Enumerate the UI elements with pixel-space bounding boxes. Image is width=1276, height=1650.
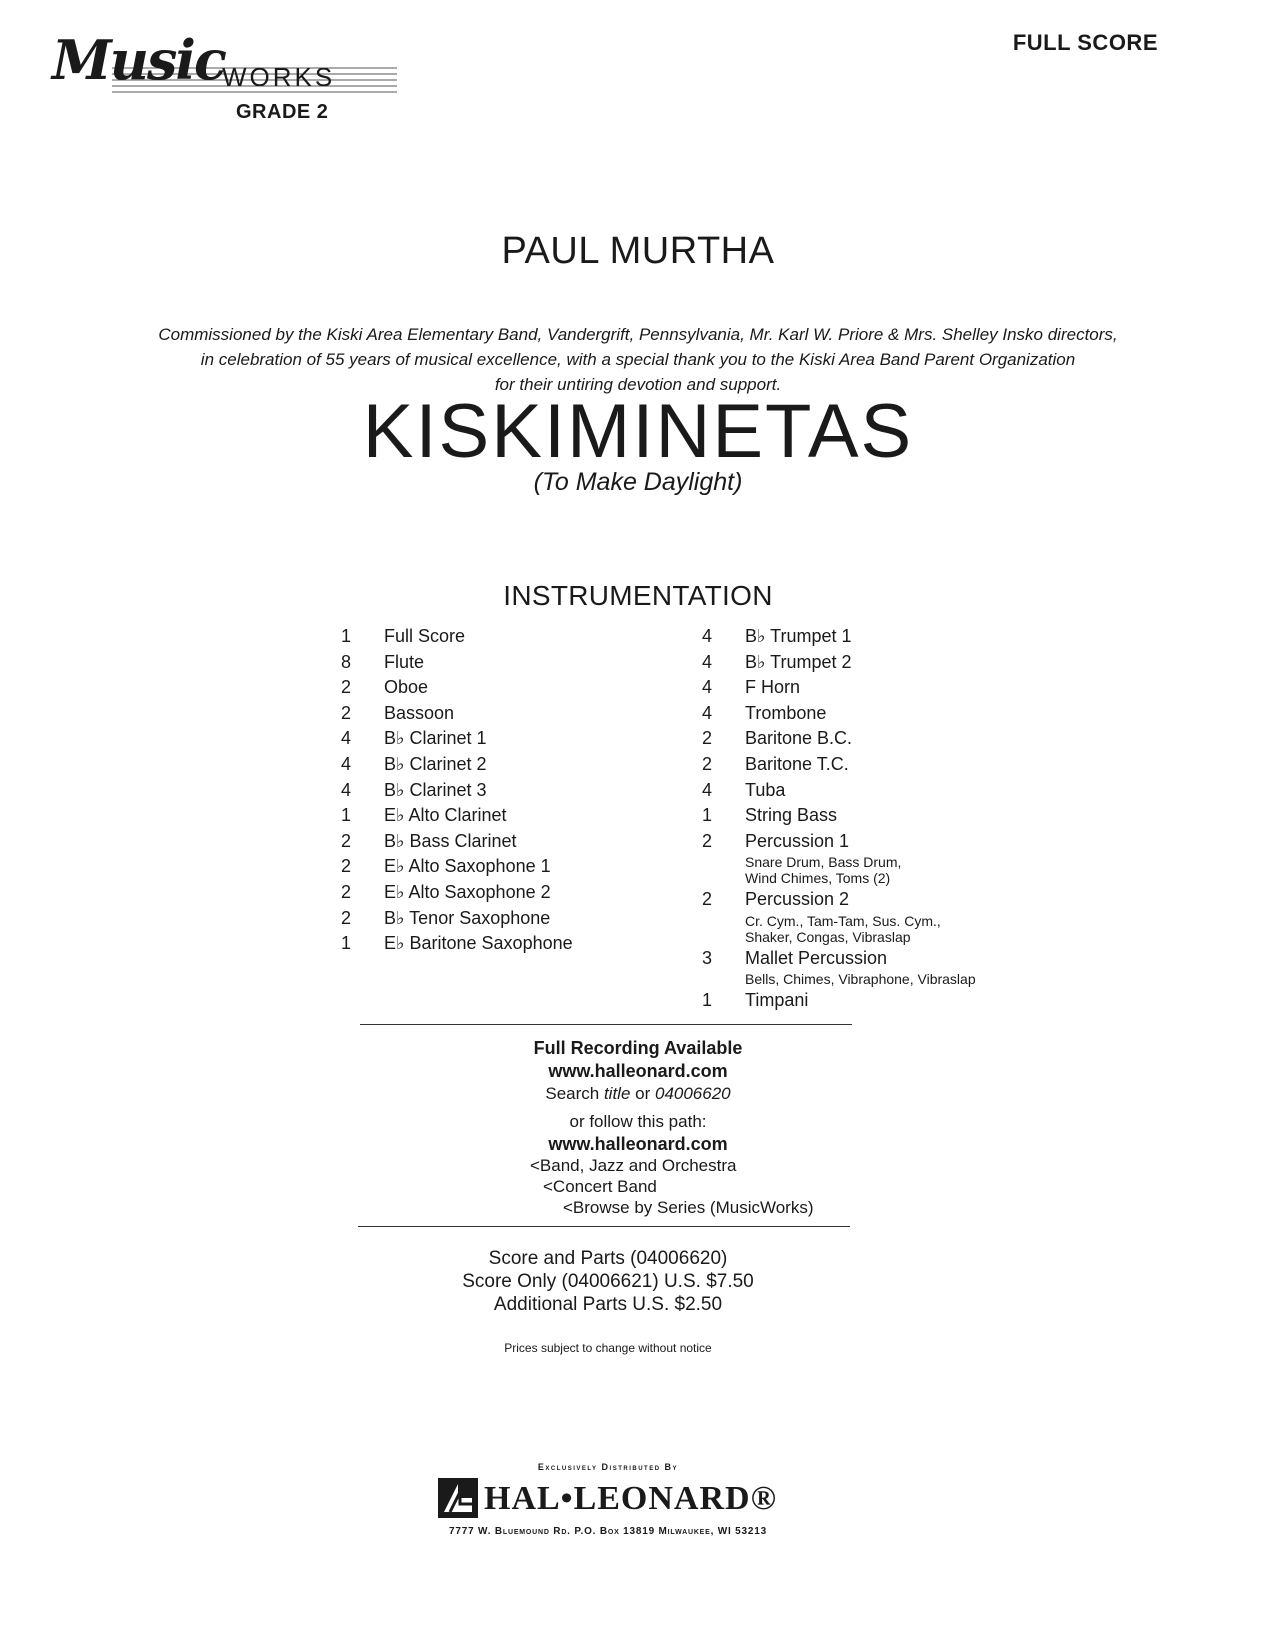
item-detail: Shaker, Congas, Vibraslap: [745, 928, 911, 945]
item-quantity: 2: [701, 889, 712, 910]
list-item: [697, 803, 1027, 829]
item-name: Full Score: [384, 626, 466, 646]
list-item: [336, 675, 666, 701]
item-quantity: 1: [701, 989, 712, 1010]
path-url-wrap: [0, 1133, 1276, 1156]
item-detail: Bells, Chimes, Vibraphone, Vibraslap: [745, 971, 976, 988]
item-quantity: 4: [340, 779, 351, 800]
item-name: [745, 887, 941, 945]
item-name: Flute: [384, 651, 425, 672]
item-quantity: 2: [340, 830, 351, 851]
logo-music-script: Music: [52, 28, 225, 92]
list-item: [697, 946, 1027, 988]
item-name: B♭ Tenor Saxophone: [384, 907, 551, 928]
list-item: [336, 906, 666, 932]
item-quantity: 4: [701, 702, 712, 723]
path-step-1: <Band, Jazz and Orchestra: [530, 1156, 737, 1175]
item-detail: Wind Chimes, Toms (2): [745, 870, 891, 887]
item-name: Baritone T.C.: [745, 753, 849, 774]
item-name: B♭ Clarinet 2: [384, 753, 487, 774]
item-quantity: 2: [340, 856, 351, 877]
item-quantity: 1: [340, 933, 351, 954]
follow-path-label: or follow this path:: [569, 1112, 707, 1131]
item-detail: Cr. Cym., Tam-Tam, Sus. Cym.,: [745, 912, 941, 929]
list-item: [697, 752, 1027, 778]
divider: [360, 1024, 852, 1025]
hal-leonard-mark-icon: [438, 1478, 478, 1518]
item-name: Trombone: [745, 702, 827, 723]
recording-url[interactable]: www.halleonard.com: [548, 1061, 728, 1081]
list-item: [336, 752, 666, 778]
list-item: [336, 778, 666, 804]
item-quantity: 4: [701, 651, 712, 672]
item-name: E♭ Alto Saxophone 2: [384, 881, 551, 902]
list-item: [697, 675, 1027, 701]
list-item: [697, 829, 1027, 888]
grade-label: GRADE 2: [236, 101, 329, 123]
item-name: E♭ Baritone Saxophone: [384, 933, 573, 954]
item-quantity: 4: [340, 753, 351, 774]
list-item: [697, 887, 1027, 946]
item-quantity: 1: [340, 626, 351, 646]
item-quantity: 4: [701, 779, 712, 800]
item-name: Oboe: [384, 677, 429, 698]
item-quantity: 3: [701, 947, 712, 968]
path-step-2: <Concert Band: [543, 1177, 657, 1196]
hal-leonard-logo: [438, 1478, 798, 1522]
list-item: [336, 726, 666, 752]
price-line: Additional Parts U.S. $2.50: [493, 1294, 723, 1315]
list-item: [336, 931, 666, 957]
composer-name: PAUL MURTHA: [501, 230, 775, 272]
recording-info: [0, 1037, 1276, 1105]
publisher-address: 7777 W. Bluemound Rd. P.O. Box 13819 Milwaukee, WI 53213: [449, 1526, 767, 1537]
item-name: Baritone B.C.: [745, 728, 853, 749]
item-name: Timpani: [745, 989, 809, 1010]
item-name: [745, 829, 901, 887]
list-item: [697, 988, 1027, 1014]
list-item: [336, 854, 666, 880]
item-quantity: 2: [340, 677, 351, 698]
item-quantity: 1: [701, 805, 712, 826]
commission-line: for their untiring devotion and support.: [494, 375, 782, 394]
item-quantity: 2: [340, 702, 351, 723]
item-name: B♭ Bass Clarinet: [384, 830, 517, 851]
item-name: E♭ Alto Clarinet: [384, 805, 507, 826]
item-name-text: Percussion 2: [745, 889, 850, 910]
list-item: [336, 650, 666, 676]
item-quantity: 1: [340, 805, 351, 826]
list-item: [697, 726, 1027, 752]
item-name: B♭ Trumpet 2: [745, 651, 852, 672]
item-name: E♭ Alto Saxophone 1: [384, 856, 551, 877]
commission-line: in celebration of 55 years of musical excellence, with a special thank you to the Kiski Area Band Parent Organization: [200, 350, 1076, 369]
list-item: [697, 778, 1027, 804]
item-name: B♭ Trumpet 1: [745, 626, 852, 646]
item-name-text: Mallet Percussion: [745, 947, 888, 968]
item-name: String Bass: [745, 805, 838, 826]
instrumentation-heading: INSTRUMENTATION: [503, 580, 773, 611]
list-item: [336, 829, 666, 855]
distributed-by: Exclusively Distributed By: [537, 1462, 679, 1472]
item-name: Bassoon: [384, 702, 455, 723]
item-name: [745, 946, 976, 988]
price-line: Score Only (04006621) U.S. $7.50: [462, 1271, 754, 1292]
item-quantity: 2: [701, 830, 712, 851]
item-quantity: 4: [340, 728, 351, 749]
list-item: [697, 701, 1027, 727]
instrumentation-right-column: [697, 624, 1027, 1013]
item-quantity: 2: [340, 881, 351, 902]
item-quantity: 2: [701, 753, 712, 774]
item-name: F Horn: [745, 677, 801, 698]
item-quantity: 4: [701, 677, 712, 698]
path-step-3: <Browse by Series (MusicWorks): [563, 1198, 814, 1217]
price-notice: Prices subject to change without notice: [504, 1341, 712, 1355]
commission-note: [0, 322, 1276, 397]
list-item: [697, 650, 1027, 676]
page-subtitle: (To Make Daylight): [533, 468, 743, 496]
item-quantity: 2: [340, 907, 351, 928]
list-item: [336, 803, 666, 829]
full-score-label: FULL SCORE: [1012, 30, 1158, 55]
page-title: KISKIMINETAS: [362, 389, 914, 474]
item-name: B♭ Clarinet 3: [384, 779, 487, 800]
list-item: [697, 624, 1027, 650]
item-name: B♭ Clarinet 1: [384, 728, 487, 749]
list-item: [336, 701, 666, 727]
divider: [358, 1226, 850, 1227]
search-hint: Search title or 04006620: [545, 1084, 731, 1103]
item-detail: Snare Drum, Bass Drum,: [745, 854, 902, 871]
pricing-block: [0, 1247, 1246, 1316]
item-quantity: 4: [701, 626, 712, 646]
price-line: Score and Parts (04006620): [488, 1248, 728, 1269]
instrumentation-left-column: [336, 624, 666, 957]
list-item: [336, 624, 666, 650]
item-name: Tuba: [745, 779, 786, 800]
recording-heading: Full Recording Available: [533, 1038, 743, 1058]
logo-works: WORKS: [222, 62, 336, 92]
publisher-name: HAL•LEONARD®: [484, 1480, 777, 1517]
item-name-text: Percussion 1: [745, 830, 850, 851]
commission-line: Commissioned by the Kiski Area Elementary Band, Vandergrift, Pennsylvania, Mr. Karl W. Priore & Mrs. Shelley Insko directors,: [158, 325, 1118, 344]
item-quantity: 2: [701, 728, 712, 749]
path-url[interactable]: www.halleonard.com: [548, 1134, 728, 1154]
list-item: [336, 880, 666, 906]
item-quantity: 8: [340, 651, 351, 672]
